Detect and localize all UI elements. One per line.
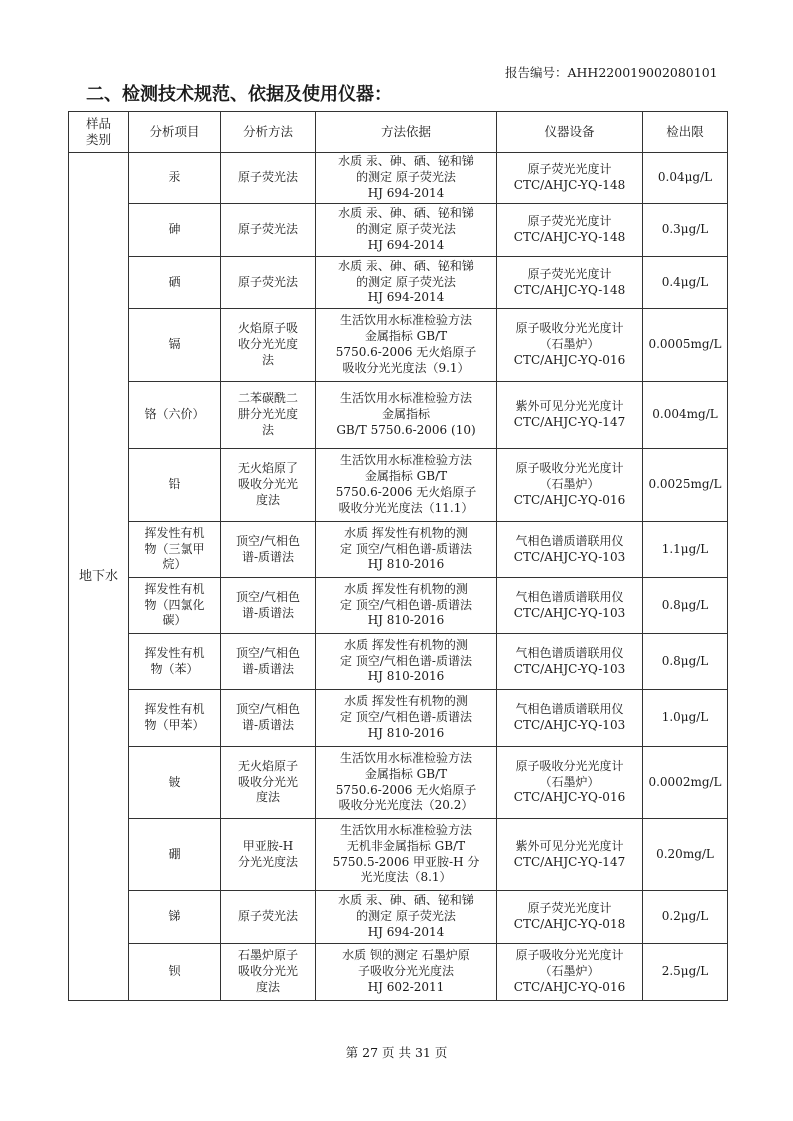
basis-cell: 水质 汞、砷、硒、铋和锑 的测定 原子荧光法 HJ 694-2014 [316,204,497,257]
header-method-basis: 方法依据 [316,112,497,153]
instrument-cell: 气相色谱质谱联用仪 CTC/AHJC-YQ-103 [497,578,643,634]
basis-cell: 生活饮用水标准检验方法 无机非金属指标 GB/T 5750.5-2006 甲亚胺-H 分 光光度法（8.1） [316,819,497,891]
table-row [69,449,728,522]
limit-cell: 0.0005mg/L [643,309,728,382]
instrument-cell: 紫外可见分光光度计 CTC/AHJC-YQ-147 [497,819,643,891]
instrument-cell: 气相色谱质谱联用仪 CTC/AHJC-YQ-103 [497,522,643,578]
instrument-cell: 紫外可见分光光度计 CTC/AHJC-YQ-147 [497,382,643,449]
table-row [69,382,728,449]
table-row [69,634,728,690]
basis-cell: 水质 挥发性有机物的测 定 顶空/气相色谱-质谱法 HJ 810-2016 [316,522,497,578]
limit-cell: 0.0025mg/L [643,449,728,522]
table-row [69,257,728,309]
instrument-cell: 原子吸收分光光度计 （石墨炉） CTC/AHJC-YQ-016 [497,309,643,382]
limit-cell: 1.0μg/L [643,690,728,747]
basis-cell: 水质 汞、砷、硒、铋和锑 的测定 原子荧光法 HJ 694-2014 [316,891,497,944]
instrument-cell: 气相色谱质谱联用仪 CTC/AHJC-YQ-103 [497,634,643,690]
basis-cell: 水质 挥发性有机物的测 定 顶空/气相色谱-质谱法 HJ 810-2016 [316,578,497,634]
basis-cell: 生活饮用水标准检验方法 金属指标 GB/T 5750.6-2006 无火焰原子 吸收分光光度法（20.2） [316,747,497,819]
method-cell: 顶空/气相色 谱-质谱法 [221,690,316,747]
report-number: 报告编号：AHH220019002080101 [505,65,718,80]
method-cell: 顶空/气相色 谱-质谱法 [221,634,316,690]
method-cell: 火焰原子吸 收分光光度 法 [221,309,316,382]
method-cell: 无火焰原了 吸收分光光 度法 [221,449,316,522]
basis-cell: 水质 汞、砷、硒、铋和锑 的测定 原子荧光法 HJ 694-2014 [316,257,497,309]
table-row [69,690,728,747]
basis-cell: 水质 挥发性有机物的测 定 顶空/气相色谱-质谱法 HJ 810-2016 [316,634,497,690]
limit-cell: 0.20mg/L [643,819,728,891]
header-detection-limit: 检出限 [643,112,728,153]
item-cell: 铅 [129,449,221,522]
method-cell: 顶空/气相色 谱-质谱法 [221,578,316,634]
item-cell: 挥发性有机 物（四氯化 碳） [129,578,221,634]
basis-cell: 生活饮用水标准检验方法 金属指标 GB/T 5750.6-2006 无火焰原子 吸收分光光度法（11.1） [316,449,497,522]
table-row [69,944,728,1001]
header-analysis-item: 分析项目 [129,112,221,153]
basis-cell: 生活饮用水标准检验方法 金属指标 GB/T 5750.6-2006 无火焰原子 吸收分光光度法（9.1） [316,309,497,382]
item-cell: 砷 [129,204,221,257]
header-analysis-method: 分析方法 [221,112,316,153]
section-title: 二、检测技术规范、依据及使用仪器： [86,84,392,105]
basis-cell: 水质 汞、砷、硒、铋和锑 的测定 原子荧光法 HJ 694-2014 [316,153,497,204]
table-row [69,891,728,944]
method-cell: 顶空/气相色 谱-质谱法 [221,522,316,578]
method-cell: 原子荧光法 [221,257,316,309]
basis-cell: 水质 钡的测定 石墨炉原 子吸收分光光度法 HJ 602-2011 [316,944,497,1001]
instrument-cell: 原子荧光光度计 CTC/AHJC-YQ-018 [497,891,643,944]
item-cell: 硼 [129,819,221,891]
limit-cell: 0.0002mg/L [643,747,728,819]
item-cell: 硒 [129,257,221,309]
instrument-cell: 原子荧光光度计 CTC/AHJC-YQ-148 [497,204,643,257]
instrument-cell: 原子吸收分光光度计 （石墨炉） CTC/AHJC-YQ-016 [497,747,643,819]
table-header-row [69,112,728,153]
table-row [69,747,728,819]
table-row [69,309,728,382]
method-cell: 二苯碳酰二 肼分光光度 法 [221,382,316,449]
method-cell: 原子荧光法 [221,204,316,257]
limit-cell: 2.5μg/L [643,944,728,1001]
item-cell: 汞 [129,153,221,204]
method-cell: 原子荧光法 [221,153,316,204]
table-row [69,819,728,891]
item-cell: 锑 [129,891,221,944]
item-cell: 挥发性有机 物（三氯甲 烷） [129,522,221,578]
item-cell: 镉 [129,309,221,382]
limit-cell: 0.8μg/L [643,578,728,634]
sample-category-cell: 地下水 [69,153,129,1001]
limit-cell: 0.3μg/L [643,204,728,257]
instrument-cell: 气相色谱质谱联用仪 CTC/AHJC-YQ-103 [497,690,643,747]
item-cell: 铍 [129,747,221,819]
limit-cell: 0.2μg/L [643,891,728,944]
limit-cell: 0.4μg/L [643,257,728,309]
instrument-cell: 原子荧光光度计 CTC/AHJC-YQ-148 [497,153,643,204]
method-cell: 无火焰原子 吸收分光光 度法 [221,747,316,819]
instrument-cell: 原子吸收分光光度计 （石墨炉） CTC/AHJC-YQ-016 [497,449,643,522]
instrument-cell: 原子荧光光度计 CTC/AHJC-YQ-148 [497,257,643,309]
table-row [69,204,728,257]
limit-cell: 1.1μg/L [643,522,728,578]
limit-cell: 0.004mg/L [643,382,728,449]
method-cell: 石墨炉原子 吸收分光光 度法 [221,944,316,1001]
item-cell: 铬（六价） [129,382,221,449]
basis-cell: 水质 挥发性有机物的测 定 顶空/气相色谱-质谱法 HJ 810-2016 [316,690,497,747]
method-cell: 甲亚胺-H 分光光度法 [221,819,316,891]
spec-table [68,111,728,1001]
table-row [69,153,728,204]
table-row [69,522,728,578]
header-sample-category: 样品 类别 [69,112,129,153]
table-row [69,578,728,634]
table-body [69,153,728,1001]
basis-cell: 生活饮用水标准检验方法 金属指标 GB/T 5750.6-2006 (10) [316,382,497,449]
method-cell: 原子荧光法 [221,891,316,944]
limit-cell: 0.04μg/L [643,153,728,204]
item-cell: 钡 [129,944,221,1001]
header-instrument: 仪器设备 [497,112,643,153]
page-number: 第 27 页 共 31 页 [345,1045,448,1060]
instrument-cell: 原子吸收分光光度计 （石墨炉） CTC/AHJC-YQ-016 [497,944,643,1001]
item-cell: 挥发性有机 物（苯） [129,634,221,690]
limit-cell: 0.8μg/L [643,634,728,690]
item-cell: 挥发性有机 物（甲苯） [129,690,221,747]
